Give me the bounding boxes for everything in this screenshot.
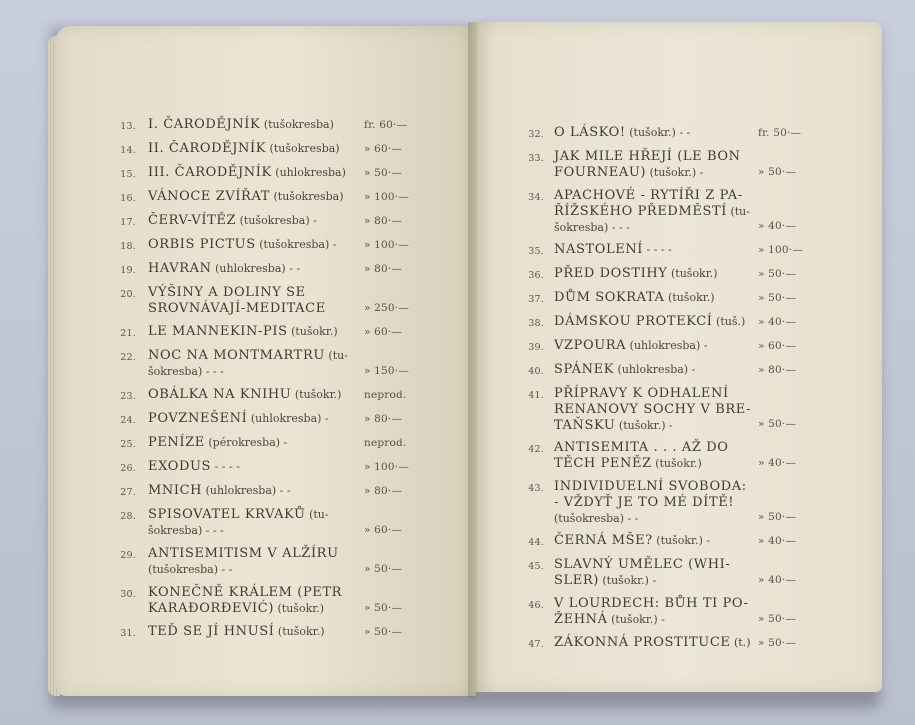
entry-line <box>148 347 348 363</box>
artwork-medium: šokresba) - - - <box>148 524 224 537</box>
artwork-medium: (uhlokresba) - - <box>211 262 301 275</box>
catalogue-entry <box>120 506 403 538</box>
entry-line <box>148 363 348 379</box>
entry-number: 45. <box>528 561 544 572</box>
catalogue-entry <box>120 623 403 639</box>
entry-number: 20. <box>120 289 136 300</box>
catalogue-entry <box>528 634 797 650</box>
artwork-medium: - - - - <box>211 460 240 473</box>
entry-price: » 50·— <box>758 166 797 178</box>
artwork-title: O LÁSKO! <box>554 125 626 140</box>
artwork-title: VÝŠINY A DOLINY SE <box>148 285 306 300</box>
artwork-medium: (tušokresba) <box>270 190 344 203</box>
catalogue-entry <box>528 595 797 627</box>
entry-line <box>148 236 336 252</box>
entry-line <box>148 188 344 204</box>
artwork-title: DÁMSKOU PROTEKCÍ <box>554 314 713 329</box>
entry-number: 28. <box>120 511 136 522</box>
catalogue-entry <box>120 323 403 339</box>
catalogue-entry <box>528 361 797 377</box>
catalogue-entry <box>528 289 797 305</box>
artwork-medium: (uhlokresba) - <box>614 363 696 376</box>
entry-line <box>554 385 751 401</box>
entry-number: 43. <box>528 483 544 494</box>
artwork-title: V LOURDECH: BŮH TI PO- <box>554 596 749 611</box>
artwork-title: HAVRAN <box>148 261 212 276</box>
artwork-title: III. ČARODĚJNÍK <box>148 165 272 180</box>
artwork-title: ČERNÁ MŠE? <box>554 533 653 548</box>
entry-number: 46. <box>528 600 544 611</box>
entry-line <box>554 510 747 526</box>
artwork-medium: (tušokr.) <box>274 602 325 615</box>
entry-number: 44. <box>528 537 544 548</box>
entry-line <box>148 458 240 474</box>
entry-line <box>554 611 749 627</box>
entry-line <box>554 556 730 572</box>
entry-number: 30. <box>120 589 136 600</box>
entry-line <box>554 187 750 203</box>
artwork-title: APACHOVÉ - RYTÍŘI Z PA- <box>554 188 743 203</box>
artwork-title: MNICH <box>148 483 203 498</box>
entry-number: 40. <box>528 366 544 377</box>
entry-number: 39. <box>528 342 544 353</box>
entry-number: 21. <box>120 328 136 339</box>
catalogue-entry <box>528 187 797 235</box>
catalogue-entry <box>120 458 410 474</box>
artwork-title: NASTOLENÍ <box>554 242 644 257</box>
artwork-medium: - - - - <box>643 243 672 256</box>
artwork-title: NOC NA MONTMARTRU <box>148 348 325 363</box>
artwork-title: POVZNEŠENÍ <box>148 411 248 426</box>
entry-line <box>554 439 729 455</box>
entry-number: 14. <box>120 145 136 156</box>
entry-line <box>554 241 672 257</box>
artwork-title: TĚCH PENĚZ <box>554 456 652 471</box>
artwork-medium: (tušokresba) <box>260 118 334 131</box>
entry-price: » 80·— <box>758 364 797 376</box>
entry-number: 16. <box>120 193 136 204</box>
artwork-title: TAŇSKU <box>554 418 616 433</box>
entry-number: 36. <box>528 270 544 281</box>
entry-price: » 50·— <box>758 418 797 430</box>
artwork-title: ANTISEMITISM V ALŽÍRU <box>148 546 339 561</box>
catalogue-entry <box>120 188 410 204</box>
catalogue-entry <box>528 556 797 588</box>
entry-price: » 250·— <box>364 302 410 314</box>
catalogue-entry <box>120 584 403 616</box>
catalogue-entry <box>120 116 408 132</box>
entry-price: » 100·— <box>364 239 410 251</box>
artwork-medium: (tušokr.) <box>651 457 702 470</box>
entry-price: neprod. <box>364 437 407 449</box>
artwork-medium: (tušokr.) - <box>615 419 673 432</box>
entry-number: 26. <box>120 463 136 474</box>
entry-price: » 50·— <box>364 167 403 179</box>
entry-line <box>554 478 747 494</box>
catalogue-entry <box>528 313 797 329</box>
entry-price: » 100·— <box>364 191 410 203</box>
entry-line <box>148 482 291 498</box>
artwork-medium: (t.) <box>730 636 751 649</box>
artwork-title: DŮM SOKRATA <box>554 290 665 305</box>
entry-line <box>554 361 695 377</box>
artwork-title: SPISOVATEL KRVAKŮ <box>148 507 306 522</box>
entry-line <box>148 584 342 600</box>
entry-line <box>148 116 334 132</box>
catalogue-entry <box>528 439 797 471</box>
catalogue-entry <box>120 260 403 276</box>
catalogue-entry <box>528 478 797 526</box>
entry-number: 25. <box>120 439 136 450</box>
entry-line <box>554 337 707 353</box>
artwork-medium: (tuš.) <box>712 315 746 328</box>
catalogue-entry <box>528 385 797 433</box>
entry-line <box>554 164 741 180</box>
entry-number: 37. <box>528 294 544 305</box>
entry-line <box>554 265 718 281</box>
catalogue-entry <box>120 545 403 577</box>
artwork-medium: (tušokresba) - - <box>148 563 233 576</box>
artwork-title: KARAĐORĐEVIĆ) <box>148 601 275 616</box>
entry-number: 41. <box>528 390 544 401</box>
artwork-medium: (tušokresba) - - <box>554 512 639 525</box>
catalogue-entry <box>120 482 403 498</box>
catalogue-entry <box>120 347 410 379</box>
entry-line <box>554 572 730 588</box>
entry-line <box>148 284 326 300</box>
artwork-medium: (tu- <box>305 508 329 521</box>
entry-line <box>554 124 690 140</box>
artwork-title: VZPOURA <box>554 338 627 353</box>
catalogue-entry <box>120 212 403 228</box>
artwork-title: ANTISEMITA . . . AŽ DO <box>554 440 729 455</box>
entry-number: 18. <box>120 241 136 252</box>
artwork-medium: (tušokr.) <box>287 325 338 338</box>
artwork-title: TEĎ SE JÍ HNUSÍ <box>148 624 275 639</box>
entry-line <box>148 323 338 339</box>
entry-price: » 100·— <box>758 244 804 256</box>
entry-number: 33. <box>528 153 544 164</box>
entry-line <box>148 140 340 156</box>
artwork-title: SROVNÁVAJÍ-MEDITACE <box>148 301 326 316</box>
artwork-title: ZÁKONNÁ PROSTITUCE <box>554 635 731 650</box>
entry-price: » 150·— <box>364 365 410 377</box>
artwork-medium: (tu- <box>324 349 348 362</box>
entry-line <box>554 401 751 417</box>
entry-number: 19. <box>120 265 136 276</box>
entry-number: 13. <box>120 121 136 132</box>
entry-line <box>148 506 329 522</box>
entry-line <box>148 623 325 639</box>
artwork-medium: (pérokresba) - <box>204 436 288 449</box>
catalogue-entry <box>120 140 403 156</box>
artwork-medium: (tušokr.) - - <box>625 126 691 139</box>
artwork-medium: (uhlokresba) - <box>626 339 708 352</box>
entry-price: » 80·— <box>364 485 403 497</box>
entry-number: 42. <box>528 444 544 455</box>
catalogue-entry <box>528 148 797 180</box>
entry-line <box>554 148 741 164</box>
artwork-title: - VŽDYŤ JE TO MÉ DÍTĚ! <box>554 495 735 510</box>
entry-line <box>148 300 326 316</box>
artwork-title: ŘÍŽSKÉHO PŘEDMĚSTÍ <box>554 204 727 219</box>
right-page <box>472 22 882 692</box>
entry-price: » 50·— <box>758 613 797 625</box>
artwork-title: FOURNEAU) <box>554 165 647 180</box>
artwork-medium: (tušokr.) <box>291 388 342 401</box>
entry-price: fr. 60·— <box>364 119 408 131</box>
entry-price: » 40·— <box>758 535 797 547</box>
entry-price: » 50·— <box>758 268 797 280</box>
artwork-medium: (tušokresba) - <box>236 214 317 227</box>
entry-number: 24. <box>120 415 136 426</box>
entry-number: 17. <box>120 217 136 228</box>
artwork-title: ORBIS PICTUS <box>148 237 256 252</box>
artwork-title: SLAVNÝ UMĚLEC (WHI- <box>554 557 731 572</box>
entry-line <box>148 561 339 577</box>
artwork-medium: (uhlokresba) <box>271 166 346 179</box>
artwork-medium: (uhlokresba) - - <box>202 484 291 497</box>
entry-line <box>148 386 341 402</box>
artwork-medium: (tu- <box>726 205 750 218</box>
artwork-medium: (tušokr.) <box>274 625 325 638</box>
artwork-medium: (tušokresba) <box>266 142 340 155</box>
entry-price: neprod. <box>364 389 407 401</box>
entry-line <box>554 595 749 611</box>
catalogue-entry <box>120 434 407 450</box>
artwork-title: PŘED DOSTIHY <box>554 266 668 281</box>
entry-price: » 50·— <box>758 511 797 523</box>
artwork-title: I. ČARODĚJNÍK <box>148 117 261 132</box>
entry-price: » 50·— <box>364 626 403 638</box>
entry-line <box>554 203 750 219</box>
artwork-medium: (tušokr.) <box>664 291 715 304</box>
entry-number: 31. <box>120 628 136 639</box>
entry-line <box>554 313 745 329</box>
entry-price: » 50·— <box>364 602 403 614</box>
entry-number: 23. <box>120 391 136 402</box>
catalogue-entry <box>528 532 797 548</box>
entry-price: » 50·— <box>758 637 797 649</box>
artwork-title: VÁNOCE ZVÍŘAT <box>148 189 270 204</box>
entry-number: 38. <box>528 318 544 329</box>
artwork-medium: (tušokr.) - <box>607 613 665 626</box>
artwork-medium: (tušokr.) <box>667 267 718 280</box>
entry-line <box>554 494 747 510</box>
entry-price: » 60·— <box>364 143 403 155</box>
open-booklet <box>42 18 882 708</box>
artwork-title: INDIVIDUELNÍ SVOBODA: <box>554 479 747 494</box>
entry-price: » 60·— <box>364 524 403 536</box>
entry-line <box>148 410 329 426</box>
catalogue-entry <box>528 241 804 257</box>
left-page <box>56 26 476 696</box>
entry-price: » 60·— <box>364 326 403 338</box>
artwork-title: II. ČARODĚJNÍK <box>148 141 267 156</box>
book-gutter <box>468 22 478 698</box>
artwork-medium: šokresba) - - - <box>148 365 224 378</box>
catalogue-entry <box>528 337 797 353</box>
entry-line <box>554 634 750 650</box>
artwork-title: OBÁLKA NA KNIHU <box>148 387 292 402</box>
entry-line <box>554 532 710 548</box>
entry-line <box>554 455 729 471</box>
artwork-title: SPÁNEK <box>554 362 615 377</box>
entry-price: » 40·— <box>758 220 797 232</box>
entry-number: 29. <box>120 550 136 561</box>
catalogue-entry <box>120 386 407 402</box>
entry-line <box>554 417 751 433</box>
entry-price: » 60·— <box>758 340 797 352</box>
artwork-title: SLER) <box>554 573 599 588</box>
artwork-medium: (tušokr.) - <box>646 166 704 179</box>
entry-line <box>554 219 750 235</box>
entry-line <box>148 212 317 228</box>
entry-price: fr. 50·— <box>758 127 802 139</box>
entry-line <box>148 164 346 180</box>
entry-line <box>148 545 339 561</box>
artwork-title: ŽEHNÁ <box>554 612 608 627</box>
entry-line <box>148 522 329 538</box>
entry-number: 22. <box>120 352 136 363</box>
catalogue-entry <box>120 236 410 252</box>
artwork-title: KONEČNĚ KRÁLEM (PETR <box>148 585 343 600</box>
artwork-title: PENÍZE <box>148 435 205 450</box>
artwork-medium: (uhlokresba) - <box>247 412 329 425</box>
entry-price: » 80·— <box>364 413 403 425</box>
entry-number: 32. <box>528 129 544 140</box>
entry-price: » 50·— <box>364 563 403 575</box>
entry-line <box>148 600 342 616</box>
entry-line <box>148 260 300 276</box>
catalogue-entry <box>528 265 797 281</box>
catalogue-entry <box>120 410 403 426</box>
entry-price: » 80·— <box>364 215 403 227</box>
artwork-medium: (tušokresba) - <box>255 238 337 251</box>
entry-line <box>148 434 287 450</box>
artwork-title: EXODUS <box>148 459 212 474</box>
artwork-medium: (tušokr.) - <box>598 574 657 587</box>
entry-number: 35. <box>528 246 544 257</box>
entry-price: » 40·— <box>758 574 797 586</box>
entry-number: 47. <box>528 639 544 650</box>
artwork-title: JAK MILE HŘEJÍ (LE BON <box>554 149 741 164</box>
entry-number: 34. <box>528 192 544 203</box>
artwork-medium: (tušokr.) - <box>652 534 711 547</box>
artwork-title: ČERV-VÍTĚZ <box>148 213 237 228</box>
entry-price: » 100·— <box>364 461 410 473</box>
entry-price: » 40·— <box>758 316 797 328</box>
entry-price: » 40·— <box>758 457 797 469</box>
entry-price: » 50·— <box>758 292 797 304</box>
catalogue-entry <box>528 124 802 140</box>
catalogue-entry <box>120 284 410 316</box>
entry-number: 15. <box>120 169 136 180</box>
artwork-title: PŘÍPRAVY K ODHALENÍ <box>554 386 729 401</box>
artwork-medium: šokresba) - - - <box>554 221 630 234</box>
entry-number: 27. <box>120 487 136 498</box>
artwork-title: LE MANNEKIN-PIS <box>148 324 288 339</box>
entry-price: » 80·— <box>364 263 403 275</box>
artwork-title: RENANOVY SOCHY V BRE- <box>554 402 752 417</box>
entry-line <box>554 289 715 305</box>
catalogue-entry <box>120 164 403 180</box>
